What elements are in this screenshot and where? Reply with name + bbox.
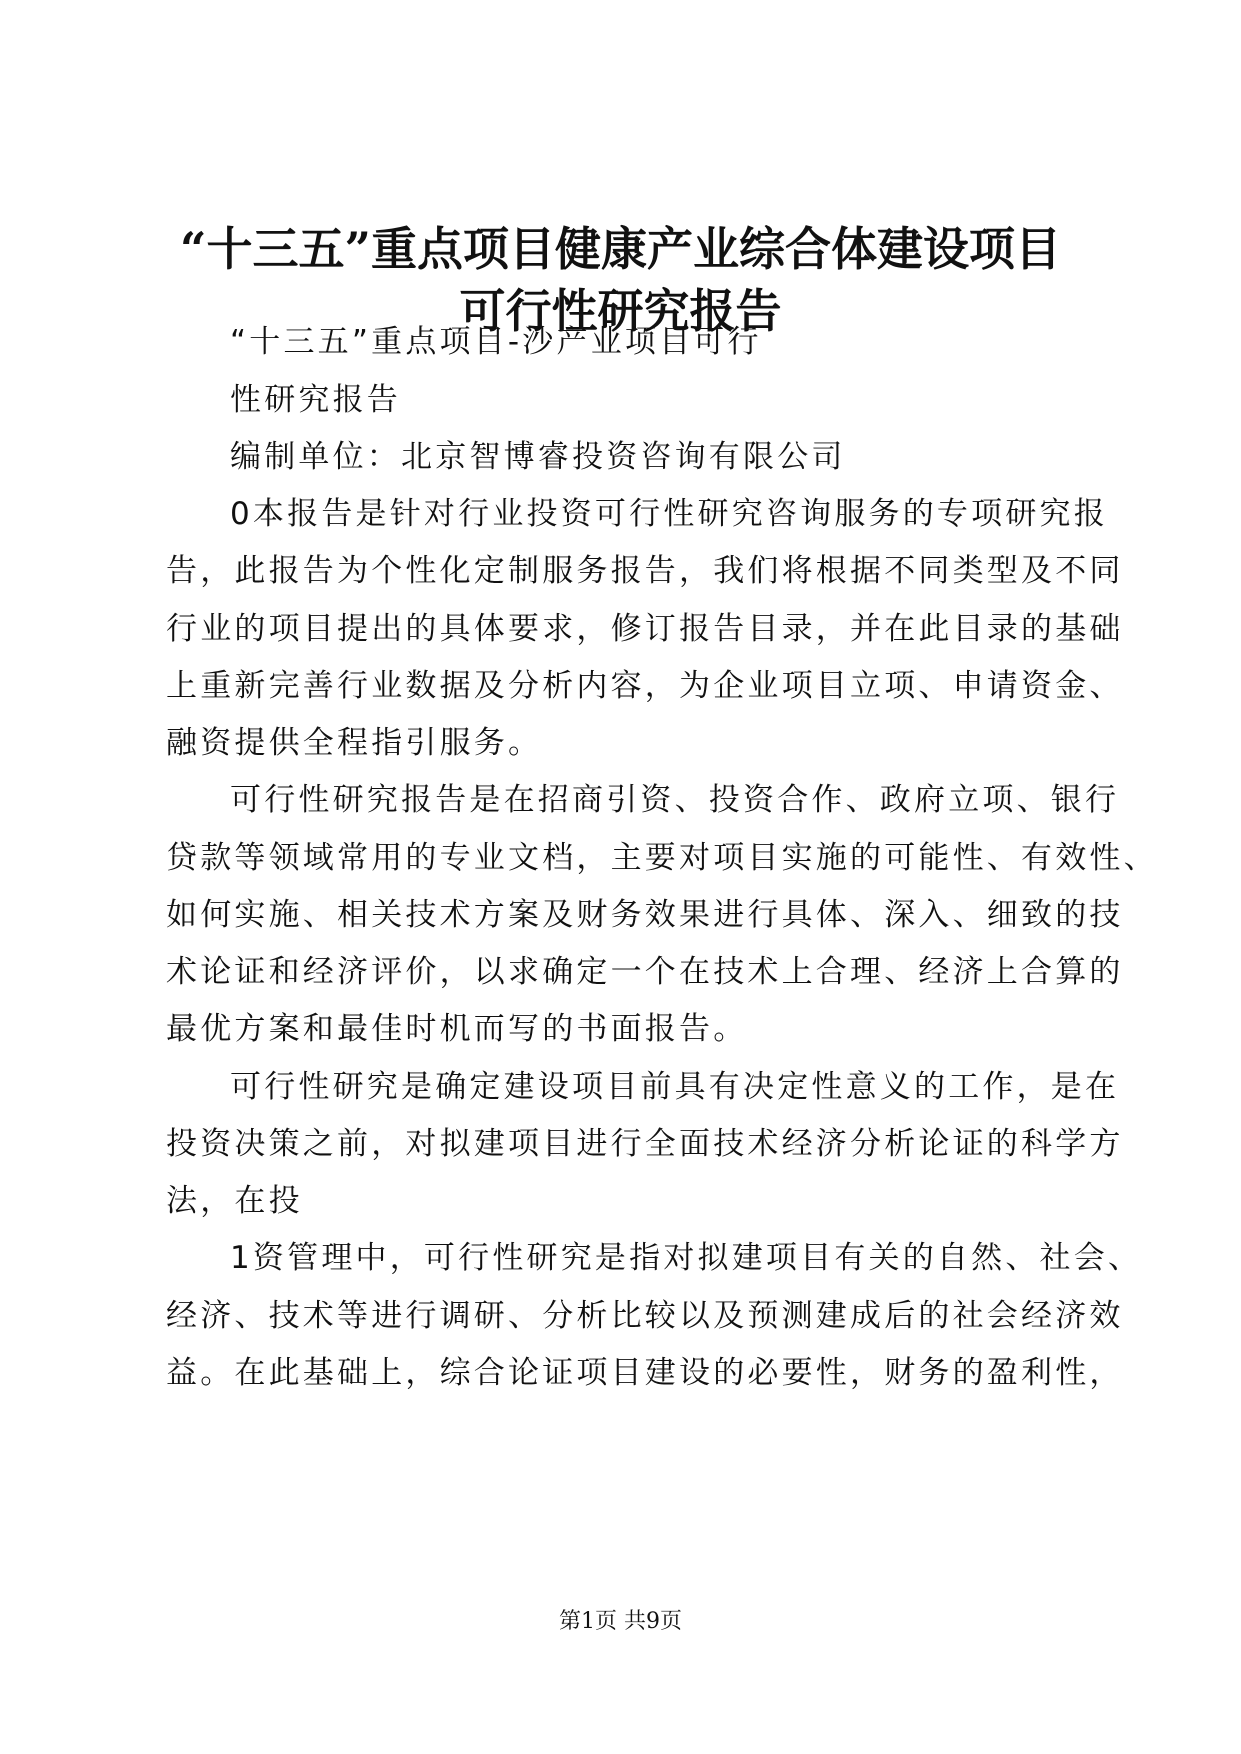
body-line: 可行性研究是确定建设项目前具有决定性意义的工作，是在 — [230, 1069, 1120, 1105]
body-line: 可行性研究报告是在招商引资、投资合作、政府立项、银行 — [230, 782, 1120, 818]
body-line: 如何实施、相关技术方案及财务效果进行具体、深入、细致的技 — [166, 897, 1124, 933]
body-line: 法，在投 — [166, 1183, 303, 1219]
document-title-line-1: “十三五”重点项目健康产业综合体建设项目 — [180, 222, 1061, 276]
document-title-line-2: 可行性研究报告 — [459, 284, 782, 338]
body-line: 益。在此基础上，综合论证项目建设的必要性，财务的盈利性， — [166, 1355, 1124, 1391]
body-line: 告，此报告为个性化定制服务报告，我们将根据不同类型及不同 — [166, 553, 1124, 589]
body-line: 上重新完善行业数据及分析内容，为企业项目立项、申请资金、 — [166, 668, 1124, 704]
body-line: 贷款等领域常用的专业文档，主要对项目实施的可能性、有效性、 — [166, 840, 1158, 876]
page-footer: 第1页 共9页 — [559, 1609, 682, 1634]
body-line: 术论证和经济评价，以求确定一个在技术上合理、经济上合算的 — [166, 954, 1124, 990]
body-line: 行业的项目提出的具体要求，修订报告目录，并在此目录的基础 — [166, 611, 1124, 647]
subtitle-line-2: 性研究报告 — [230, 382, 401, 418]
body-line: 经济、技术等进行调研、分析比较以及预测建成后的社会经济效 — [166, 1298, 1124, 1334]
body-line: 最优方案和最佳时机而写的书面报告。 — [166, 1011, 748, 1047]
body-line: 融资提供全程指引服务。 — [166, 725, 543, 761]
body-line: 投资决策之前，对拟建项目进行全面技术经济分析论证的科学方 — [166, 1126, 1124, 1162]
body-line: 1资管理中，可行性研究是指对拟建项目有关的自然、社会、 — [230, 1240, 1143, 1276]
compiler-line: 编制单位：北京智博睿投资咨询有限公司 — [230, 439, 846, 475]
body-line: 0本报告是针对行业投资可行性研究咨询服务的专项研究报 — [230, 496, 1108, 532]
subtitle-line-1: “十三五”重点项目-沙产业项目可行 — [230, 324, 762, 360]
